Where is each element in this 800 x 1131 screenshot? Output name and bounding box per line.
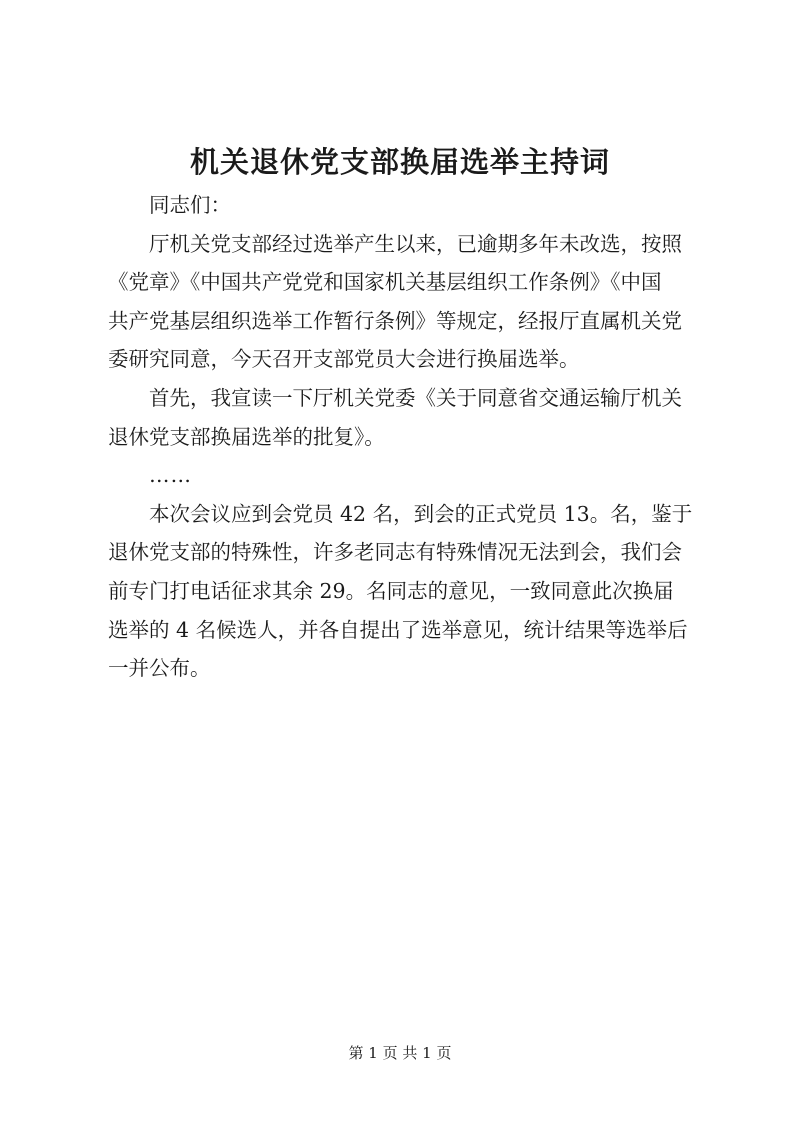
paragraph-line: 前专门打电话征求其余 29。名同志的意见，一致同意此次换届 [108, 578, 674, 603]
paragraph-line: 本次会议应到会党员 42 名，到会的正式党员 13。名，鉴于 [149, 501, 693, 526]
salutation-text: 同志们： [149, 193, 231, 217]
paragraph-line: 一并公布。 [108, 656, 211, 681]
salutation [108, 186, 700, 225]
paragraph-reading [108, 379, 700, 456]
paragraph-line: 选举的 4 名候选人，并各自提出了选举意见，统计结果等选举后 [108, 617, 688, 642]
paragraph-opening [108, 225, 700, 379]
paragraph-line: 退休党支部换届选举的批复》。 [108, 424, 385, 449]
page-footer: 第 1 页 共 1 页 [348, 1044, 452, 1062]
paragraph-line: 首先，我宣读一下厅机关党委《关于同意省交通运输厅机关 [149, 385, 682, 410]
paragraph-line: 厅机关党支部经过选举产生以来，已逾期多年未改选，按照 [149, 231, 682, 256]
document-body [108, 186, 700, 688]
document-title: 机关退休党支部换届选举主持词 [189, 145, 610, 179]
paragraph-line: 《党章》《中国共产党党和国家机关基层组织工作条例》《中国 [108, 270, 662, 295]
paragraph-line: 委研究同意，今天召开支部党员大会进行换届选举。 [108, 347, 580, 372]
ellipsis: …… [149, 463, 192, 488]
paragraph-attendance [108, 495, 700, 688]
paragraph-line: 共产党基层组织选举工作暂行条例》等规定，经报厅直属机关党 [108, 308, 682, 333]
paragraph-line: 退休党支部的特殊性，许多老同志有特殊情况无法到会，我们会 [108, 540, 682, 565]
